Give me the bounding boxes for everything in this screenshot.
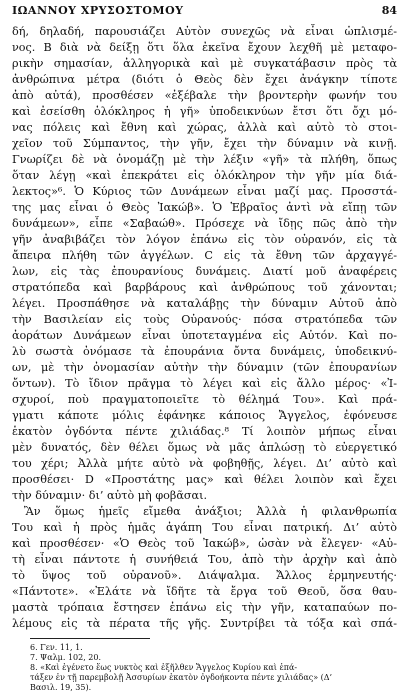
text-line: ὄντων). Τὸ ἴδιον πρᾶγμα τὸ λέγει καὶ εἰς ἄλλο μέρος· «Ἰ- (12, 377, 397, 390)
text-line: «Πάντοτε». «Ἐλάτε νὰ ἴδῆτε τὰ ἔργα τοῦ Θεοῦ, ὅσα θαυ- (12, 585, 397, 598)
text-line: της μας εἶναι ὁ Θεὸς Ἰακώβ». Ὁ Ἑβραῖος ἀντὶ νὰ εἴπῃ τῶν (12, 201, 397, 214)
text-line: Ἂν ὅμως ἡμεῖς εἴμεθα ἀνάξιοι; Ἀλλὰ ἡ φιλανθρωπία (24, 505, 397, 518)
text-line: γματι κάποτε μόλις ἐφάνηκε κάποιος Ἄγγελος, ἐφόνευσε (12, 409, 397, 422)
text-line: ὅταν λέγῃ «καὶ ἐπεκράτει εἰς ὁλόκληρον τὴν γῆν μία διά- (12, 169, 397, 182)
text-line: Του καὶ ἡ πρὸς ἡμᾶς ἀγάπη Του εἶναι πατρική. Δι’ αὐτὸ (12, 521, 397, 534)
text-line: τὴν Βασιλείαν εἰς τοὺς Οὐρανούς· πόσα στρατόπεδα τῶν (12, 313, 397, 326)
footnote-line: Βασιλ. 19, 35). (30, 683, 92, 692)
page-number: 84 (381, 4, 397, 17)
text-line: λέμους εἰς τὰ πέρατα τῆς γῆς. Συντρίβει τὰ τόξα καὶ σπά- (12, 617, 397, 630)
text-line: ἑκατὸν ὀγδόντα πέντε χιλιάδας.⁸ Τί λοιπὸν μήπως εἶναι (12, 425, 397, 438)
text-line: δή, δηλαδή, παρουσιάζει Αὐτὸν συνεχῶς νὰ εἶναι ὡπλισμέ- (12, 25, 397, 38)
footnote-line: 8. «Καὶ ἐγένετο ἕως νυκτὸς καὶ ἐξῆλθεν Ἄγγελος Κυρίου καὶ ἐπά- (30, 663, 298, 672)
text-line: σχυροί, ποὺ πραγματοποιεῖτε τὸ θέλημά Του». Καὶ πρά- (12, 393, 397, 406)
page-header (12, 4, 397, 22)
text-line: γῆν ἀναβιβάζει τὸν λόγον ἐπάνω εἰς τὸν οὐρανόν, εἰς τὰ (12, 233, 397, 246)
text-line: ἀνθρώπινα μέτρα (διότι ὁ Θεὸς δὲν ἔχει ἀνάγκην τίποτε (12, 73, 397, 86)
text-line: στρατόπεδα καὶ βαρβάρους καὶ ἀνθρώπους τοῦ χάνονται; (12, 281, 397, 294)
running-head: ΙΩΑΝΝΟΥ ΧΡΥΣΟΣΤΟΜΟΥ (12, 4, 184, 17)
text-line: καὶ ἐσείσθη ὁλόκληρος ἡ γῆ» ὑποδεικνύων ἔτσι ὅτι ὄχι μό- (12, 105, 397, 118)
text-line: τὴν δύναμιν· δι’ αὐτὸ μὴ φοβᾶσαι. (12, 489, 208, 502)
text-line: δυνάμεων», εἶπε «Σαβαώθ». Πρόσεχε νὰ ἴδῃς πῶς ἀπὸ τὴν (12, 217, 397, 230)
text-line: προσθέσει· D «Προστάτης μας» καὶ θέλει λοιπὸν καὶ ἔχει (12, 473, 397, 486)
text-line: ων, μὲ τὴν ὀνομασίαν αὐτὴν τὴν δύναμιν (τῶν ἐπουρανίων (12, 361, 397, 374)
text-line: του χέρι; Ἀλλὰ μήτε αὐτὸ νὰ φοβηθῇς, λέγει. Δι’ αὐτὸ καὶ (12, 457, 397, 470)
footnote-rule (30, 638, 150, 639)
text-line: μαστὰ τρόπαια ἔστησεν ἐπάνω εἰς τὴν γῆν, καταπαύων πο- (12, 601, 397, 614)
text-line: Γνωρίζει δὲ νὰ ὀνομάζῃ μὲ τὴν λέξιν «γῆ» τὰ πλήθη, ὅπως (12, 153, 397, 166)
text-line: χεῖον τοῦ Σύμπαντος, τὴν γῆν, ἔχει τὴν δύναμιν νὰ κινῇ. (12, 137, 397, 150)
text-line: μὲν δυνατός, δὲν θέλει ὅμως νὰ μᾶς ἁπλώσῃ τὸ εὐεργετικό (12, 441, 397, 454)
footnotes (12, 643, 397, 693)
text-line: τὴ εἶναι πάντοτε ἡ συνήθειά Του, ἀπὸ τὴν ἀρχὴν καὶ ἀπὸ (12, 553, 397, 566)
text-line: λέγει. Προσπάθησε νὰ καταλάβῃς τὴν δύναμιν Αὐτοῦ ἀπὸ (12, 297, 397, 310)
footnote-line: 6. Γεν. 11, 1. (30, 643, 83, 652)
footnote-line: τάξεν ἐν τῇ παρεμβολῇ Ἀσσυρίων ἑκατὸν ὀγδοήκοντα πέντε χιλιάδας» (Δ’ (30, 673, 333, 682)
text-line: καὶ προσθέσεν· «Ὁ Θεὸς τοῦ Ἰακώβ», ὡσὰν νὰ ἔλεγεν· «Αὐ- (12, 537, 397, 550)
body-text (12, 24, 397, 632)
text-line: λων, εἰς τὰς ἐπουρανίους δυνάμεις. Διατί μοῦ ἀναφέρεις (12, 265, 397, 278)
text-line: ἄπειρα πλήθη τῶν ἀγγέλων. C εἰς τὰ ἔθνη τῶν ἀρχαγγέ- (12, 249, 397, 262)
text-line: λὺ σωστὰ ὀνόμασε τὰ ἐπουράνια ὄντα δυνάμεις, ὑποδεικνύ- (12, 345, 397, 358)
text-line: ἀπὸ αὐτά), προσθέσεν «ἐξέβαλε τὴν βροντερὴν φωνήν του (12, 89, 397, 102)
text-line: λεκτος»⁶. Ὁ Κύριος τῶν Δυνάμεων εἶναι μαζί μας. Προσστά- (12, 185, 397, 198)
text-line: νος. B διὰ νὰ δείξῃ ὅτι ὅλα ἐκεῖνα ἔχουν λεχθῆ μὲ μεταφο- (12, 41, 397, 54)
text-line: νας πόλεις καὶ ἔθνη καὶ χώρας, ἀλλὰ καὶ αὐτὸ τὸ στοι- (12, 121, 397, 134)
footnote-line: 7. Ψαλμ. 102, 20. (30, 653, 102, 662)
text-line: ἀοράτων Δυνάμεων εἶναι ὑποτεταγμένα εἰς Αὐτόν. Καὶ πο- (12, 329, 397, 342)
text-line: ρικὴν σημασίαν, ἀλληγορικὰ καὶ μὲ συγκατάβασιν πρὸς τὰ (12, 57, 397, 70)
text-line: τὸ ὕψος τοῦ οὐρανοῦ». Διάψαλμα. Ἄλλος ἑρμηνευτής· (12, 569, 397, 582)
